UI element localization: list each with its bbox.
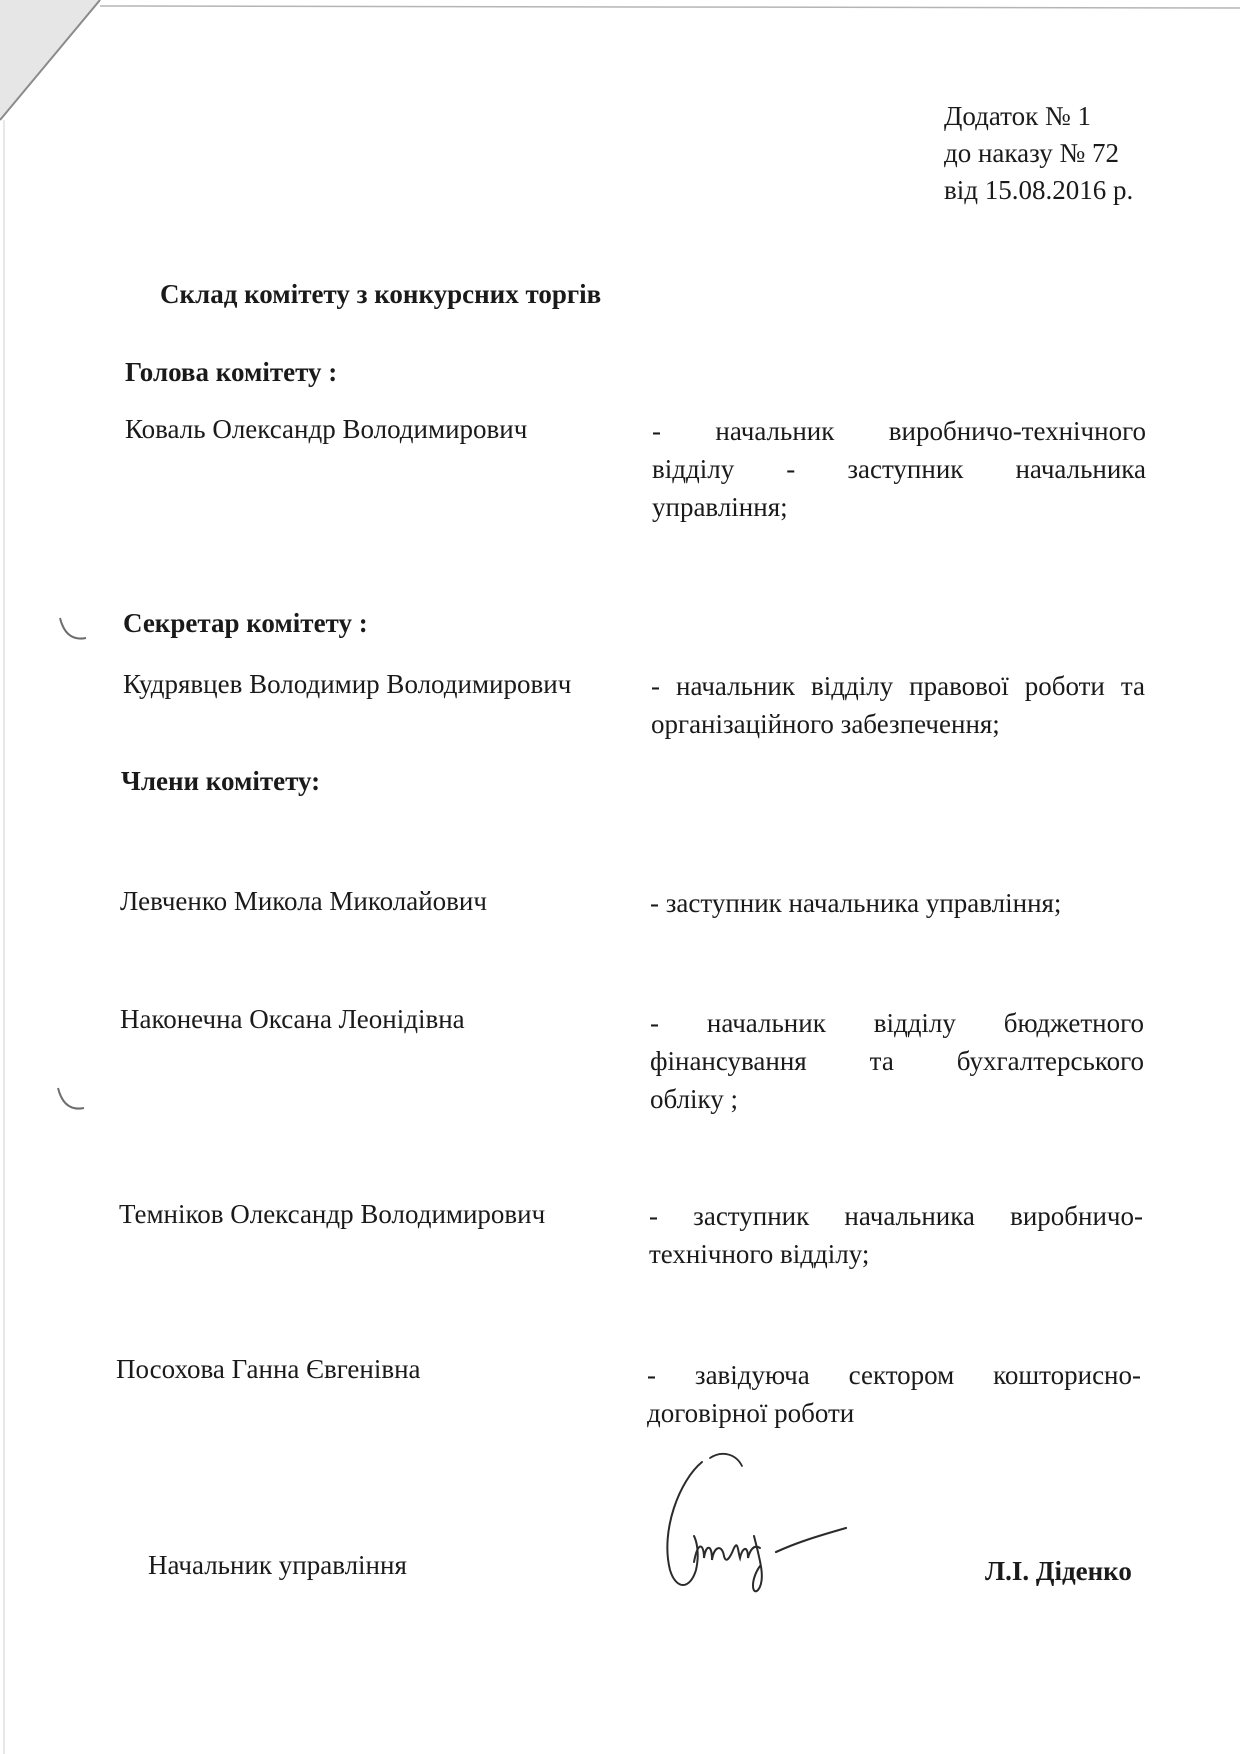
member-position-line: - завідуюча сектором кошторисно-	[647, 1360, 1141, 1390]
member-name: Посохова Ганна Євгенівна	[116, 1354, 421, 1384]
document-title: Склад комітету з конкурсних торгів	[160, 279, 602, 309]
member-position-line: - заступник начальника виробничо-	[649, 1201, 1143, 1231]
chair-position-line: - начальник виробничо-технічного	[652, 416, 1146, 446]
annex-number: Додаток № 1	[944, 101, 1091, 131]
member-position-line: - заступник начальника управління;	[650, 888, 1062, 918]
secretary-name: Кудрявцев Володимир Володимирович	[123, 669, 572, 699]
member-position	[647, 1356, 1141, 1432]
binder-hole-mark-lower	[54, 1082, 88, 1116]
signer-name: Л.І. Діденко	[985, 1556, 1132, 1586]
order-number: до наказу № 72	[944, 138, 1119, 168]
chair-position	[652, 412, 1146, 526]
signer-position: Начальник управління	[148, 1550, 407, 1580]
secretary-position-line: організаційного забезпечення;	[651, 709, 1000, 739]
member-name: Наконечна Оксана Леонідівна	[120, 1004, 465, 1034]
chair-name: Коваль Олександр Володимирович	[125, 414, 528, 444]
secretary-position	[651, 667, 1145, 743]
chair-position-line: відділу - заступник начальника	[652, 454, 1146, 484]
handwritten-signature	[650, 1440, 860, 1600]
member-position-line: технічного відділу;	[649, 1239, 870, 1269]
member-position-line: - начальник відділу бюджетного	[650, 1008, 1144, 1038]
secretary-heading: Секретар комітету :	[123, 608, 368, 638]
member-position-line: обліку ;	[650, 1084, 739, 1114]
binder-hole-mark-upper	[56, 612, 90, 646]
secretary-position-line: - начальник відділу правової роботи та	[651, 671, 1145, 701]
chair-heading: Голова комітету :	[125, 357, 338, 387]
member-position	[650, 1004, 1144, 1118]
member-position	[650, 884, 1144, 922]
chair-position-line: управління;	[652, 492, 788, 522]
annex-reference	[944, 98, 1133, 209]
member-name: Левченко Микола Миколайович	[120, 886, 487, 916]
member-position-line: фінансування та бухгалтерського	[650, 1046, 1144, 1076]
member-name: Темніков Олександр Володимирович	[119, 1199, 546, 1229]
member-position	[649, 1197, 1143, 1273]
order-date: від 15.08.2016 р.	[944, 175, 1134, 205]
member-position-line: договірної роботи	[647, 1398, 855, 1428]
members-heading: Члени комітету:	[121, 766, 321, 796]
